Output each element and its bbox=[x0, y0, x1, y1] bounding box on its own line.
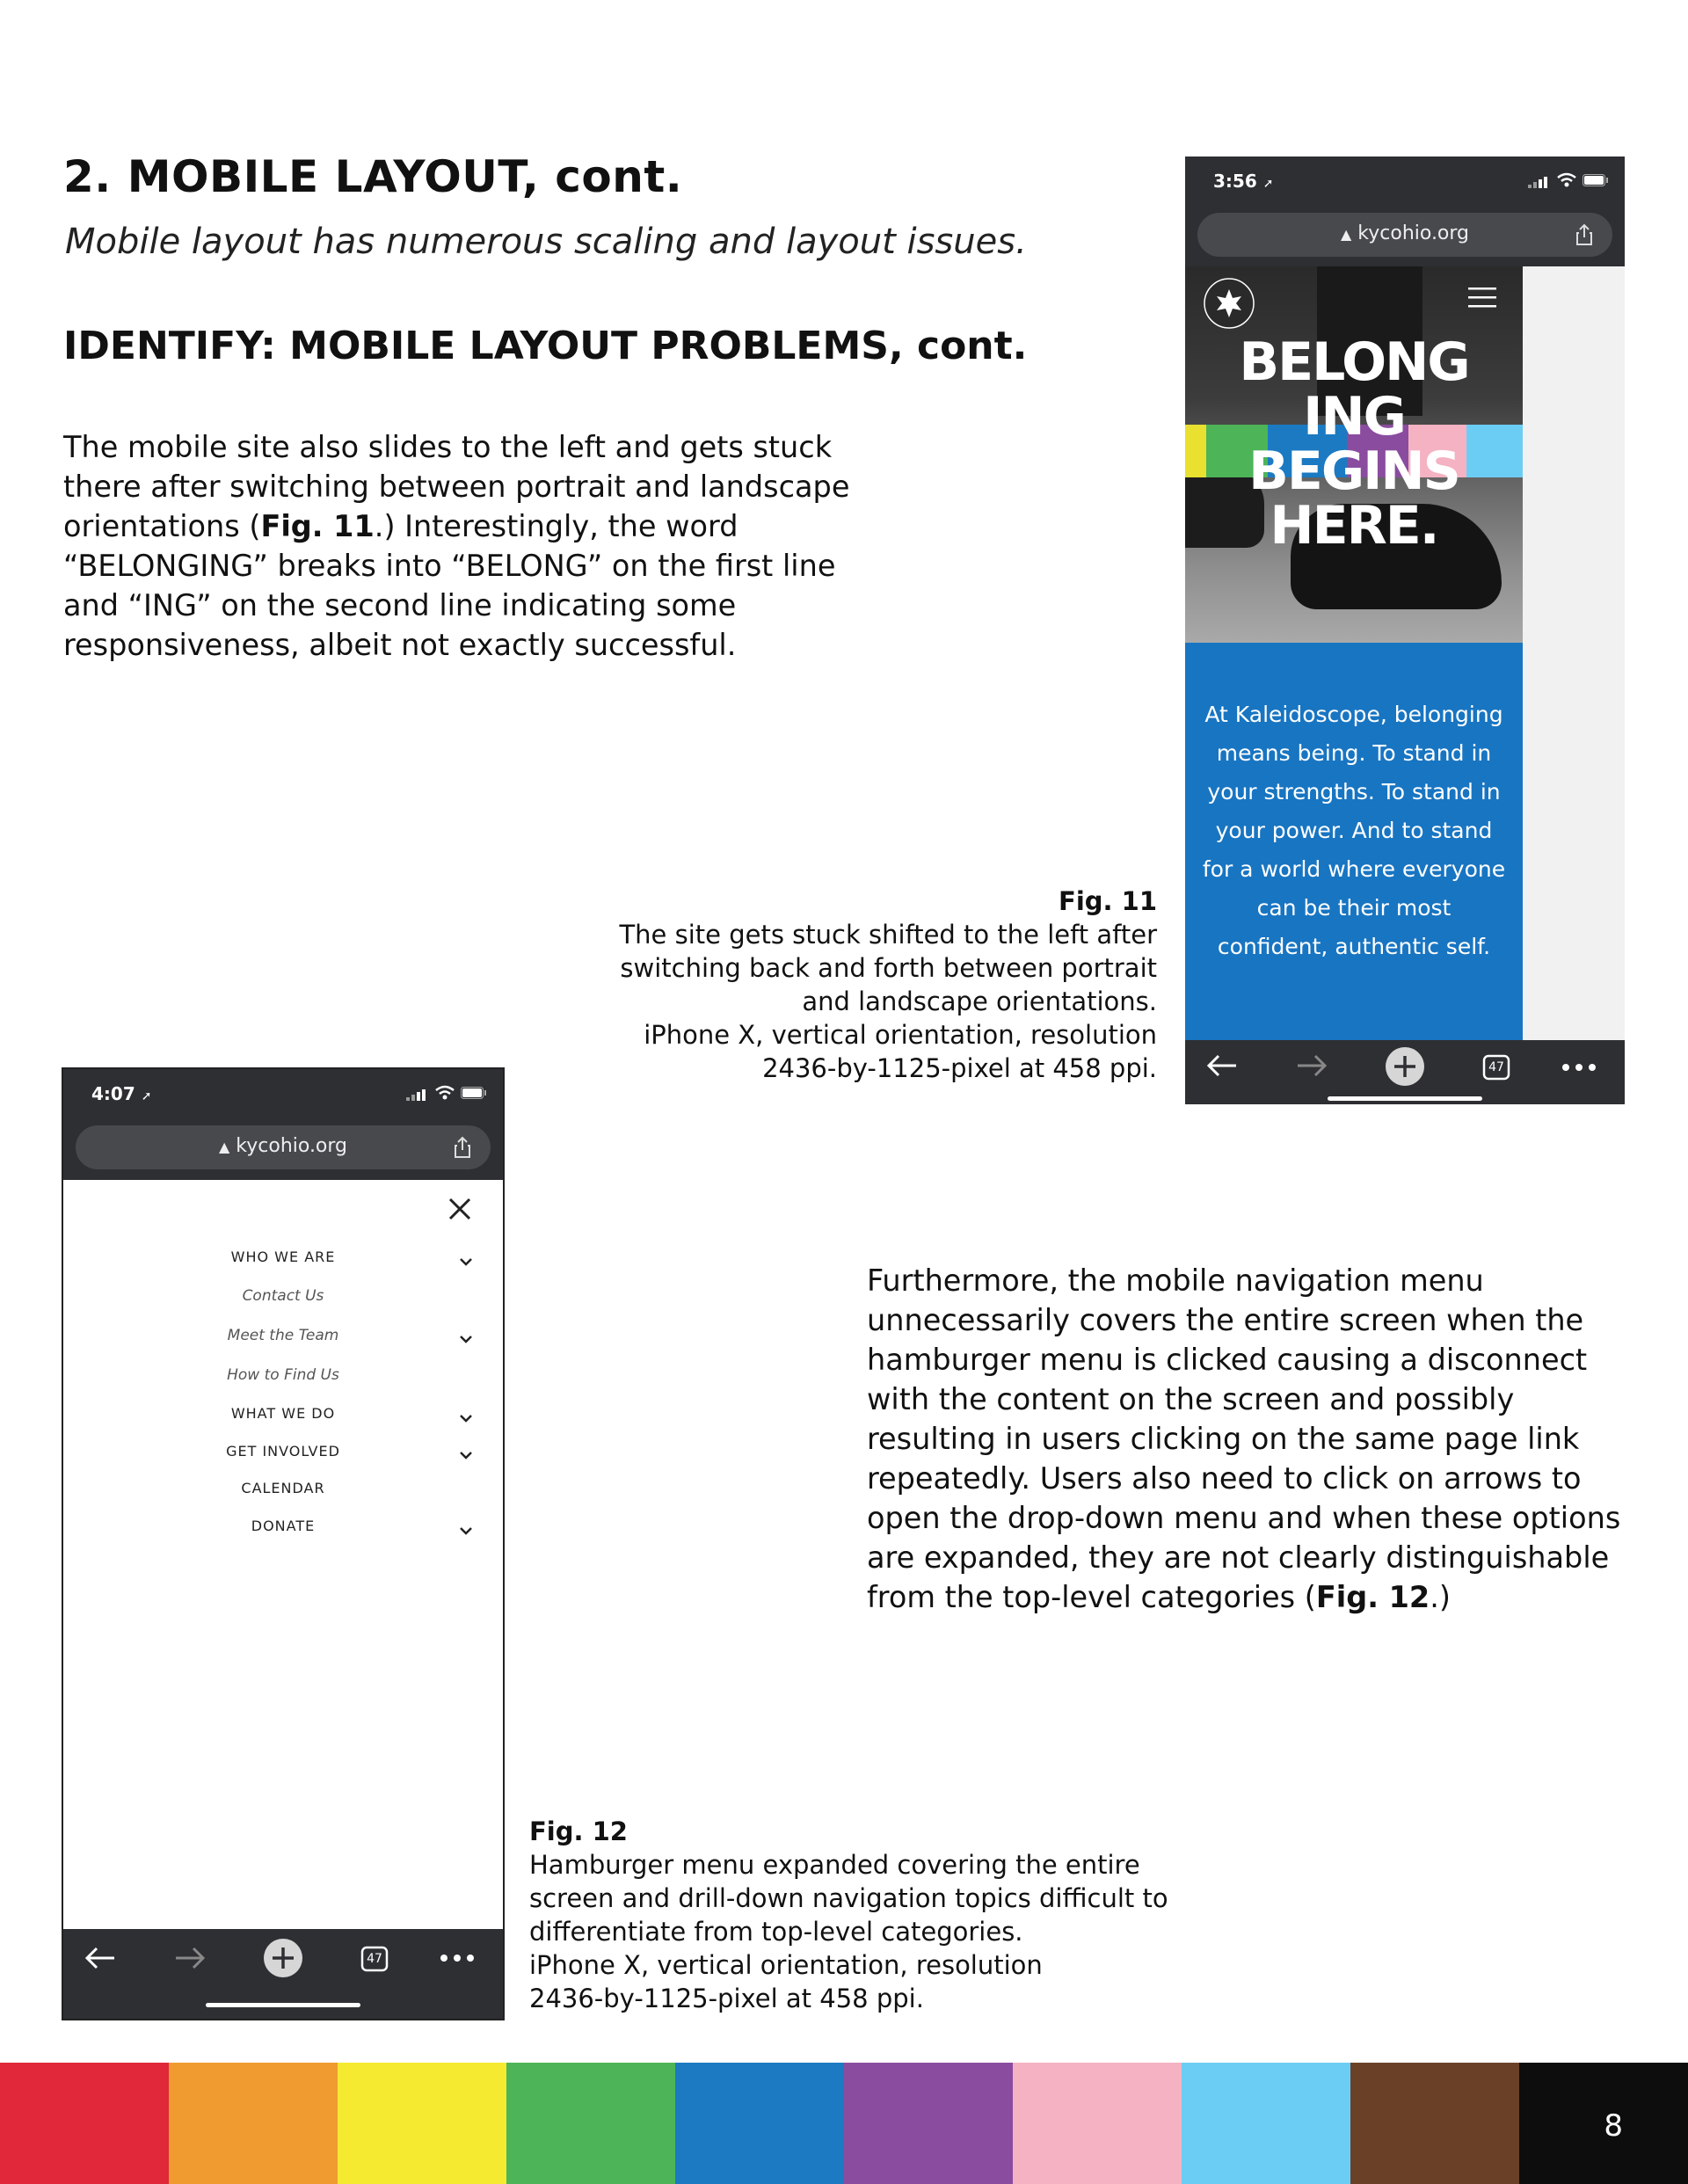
back-arrow-icon[interactable] bbox=[1206, 1052, 1238, 1079]
more-icon[interactable] bbox=[440, 1954, 475, 1962]
signal-icon bbox=[406, 1088, 429, 1101]
fig11-line3: and landscape orientations. bbox=[802, 986, 1157, 1016]
lock-icon: ▲ bbox=[1340, 226, 1352, 243]
address-text: ▲ kycohio.org bbox=[1340, 222, 1470, 244]
para1-text-b: .) Interestingly, the word “BELONGING” breaks into “BELONG” on the first line and “ING” on the second line indicating some responsiveness, albeit not exactly successful. bbox=[63, 509, 836, 662]
new-tab-plus-icon[interactable] bbox=[1384, 1045, 1426, 1088]
para2-fig-ref: Fig. 12 bbox=[1315, 1580, 1430, 1614]
footer-swatch bbox=[1350, 2063, 1519, 2184]
wifi-icon bbox=[1556, 172, 1577, 188]
footer-swatch bbox=[675, 2063, 844, 2184]
chevron-down-icon[interactable] bbox=[459, 1257, 473, 1266]
menu-calendar[interactable]: CALENDAR bbox=[241, 1480, 325, 1496]
page-number: 8 bbox=[1604, 2108, 1623, 2144]
more-icon[interactable] bbox=[1561, 1063, 1597, 1072]
menu-how-to-find-us[interactable]: How to Find Us bbox=[227, 1366, 339, 1384]
battery-icon bbox=[461, 1087, 487, 1099]
address-bar[interactable] bbox=[76, 1125, 491, 1169]
hero-headline bbox=[1185, 331, 1523, 557]
kaleidoscope-logo-icon bbox=[1203, 277, 1255, 330]
chevron-down-icon[interactable] bbox=[459, 1335, 473, 1343]
menu-donate[interactable]: DONATE bbox=[251, 1518, 316, 1534]
fig12-line3: differentiate from top-level categories. bbox=[529, 1917, 1023, 1947]
footer-swatch bbox=[338, 2063, 506, 2184]
footer-swatch bbox=[506, 2063, 675, 2184]
hero-image bbox=[1185, 266, 1523, 643]
rainbow-footer-bar bbox=[0, 2063, 1688, 2184]
status-time: 4:07 ➚ bbox=[91, 1083, 152, 1104]
tabs-count: 47 bbox=[1488, 1060, 1504, 1074]
menu-get-involved[interactable]: GET INVOLVED bbox=[226, 1443, 340, 1460]
section-heading: IDENTIFY: MOBILE LAYOUT PROBLEMS, cont. bbox=[63, 324, 1028, 368]
para2-text-a: Furthermore, the mobile navigation menu unnecessarily covers the entire screen when the hamburger menu is clicked causing a disconnect with the content on the screen and possibly resulting in users clicking on the same page link repeatedly. Users also need to click on arrows to open the drop-down menu and when these options are expanded, they are not clearly distinguishable from the top-level categories ( bbox=[867, 1263, 1621, 1614]
wifi-icon bbox=[434, 1085, 455, 1101]
hero-line-2: ING bbox=[1303, 386, 1405, 448]
fig11-line4: iPhone X, vertical orientation, resolution bbox=[644, 1020, 1157, 1050]
footer-swatch bbox=[169, 2063, 338, 2184]
footer-swatch bbox=[1182, 2063, 1350, 2184]
fig12-caption bbox=[529, 1815, 1197, 2015]
menu-what-we-do[interactable]: WHAT WE DO bbox=[230, 1405, 336, 1422]
footer-swatch bbox=[844, 2063, 1013, 2184]
para2-text-b: .) bbox=[1430, 1580, 1451, 1614]
close-menu-icon[interactable] bbox=[448, 1198, 471, 1220]
status-time: 3:56 ➚ bbox=[1213, 171, 1274, 192]
fig12-line5: 2436-by-1125-pixel at 458 ppi. bbox=[529, 1984, 924, 2013]
hero-line-1: BELONG bbox=[1239, 331, 1469, 393]
fig11-line5: 2436-by-1125-pixel at 458 ppi. bbox=[762, 1053, 1157, 1083]
address-text: ▲ kycohio.org bbox=[218, 1135, 348, 1157]
website-viewport bbox=[1185, 266, 1523, 1040]
para1-text-a: The mobile site also slides to the left and gets stuck there after switching between portrait and landscape orientations ( bbox=[63, 430, 850, 543]
menu-who-we-are[interactable]: WHO WE ARE bbox=[230, 1249, 336, 1265]
share-icon[interactable] bbox=[1575, 223, 1593, 246]
lock-icon: ▲ bbox=[218, 1139, 230, 1155]
about-text: At Kaleidoscope, belonging means being. To stand in your strengths. To stand in your power. And to stand for a world where everyone can be their most confident, authentic self. bbox=[1202, 702, 1506, 959]
new-tab-plus-icon[interactable] bbox=[262, 1937, 304, 1979]
home-indicator bbox=[1328, 1096, 1482, 1101]
forward-arrow-icon[interactable] bbox=[174, 1945, 206, 1971]
tabs-count: 47 bbox=[367, 1952, 382, 1966]
chevron-down-icon[interactable] bbox=[459, 1414, 473, 1423]
fig11-phone-screenshot bbox=[1185, 157, 1625, 1104]
para1-fig-ref: Fig. 11 bbox=[260, 509, 375, 543]
browser-toolbar bbox=[1185, 1040, 1625, 1104]
back-arrow-icon[interactable] bbox=[84, 1945, 116, 1971]
fig11-line2: switching back and forth between portrait bbox=[620, 953, 1157, 983]
fig12-phone-screenshot bbox=[62, 1067, 505, 2020]
hero-line-4: HERE. bbox=[1270, 495, 1438, 557]
chevron-down-icon[interactable] bbox=[459, 1451, 473, 1460]
footer-swatch bbox=[1013, 2063, 1182, 2184]
forward-arrow-icon[interactable] bbox=[1296, 1052, 1328, 1079]
home-indicator bbox=[206, 2003, 360, 2007]
fig12-line1: Hamburger menu expanded covering the entire bbox=[529, 1850, 1140, 1880]
page-subheading: Mobile layout has numerous scaling and layout issues. bbox=[65, 222, 1027, 262]
fig11-caption bbox=[563, 885, 1157, 1085]
fig12-label: Fig. 12 bbox=[529, 1816, 628, 1846]
menu-meet-the-team[interactable]: Meet the Team bbox=[227, 1327, 339, 1344]
chevron-down-icon[interactable] bbox=[459, 1526, 473, 1535]
status-bar bbox=[1185, 157, 1625, 206]
page-heading: 2. MOBILE LAYOUT, cont. bbox=[63, 151, 683, 202]
address-bar[interactable] bbox=[1197, 213, 1612, 257]
menu-contact-us[interactable]: Contact Us bbox=[242, 1287, 324, 1305]
hero-line-3: BEGINS bbox=[1248, 440, 1459, 502]
browser-toolbar bbox=[63, 1929, 503, 2019]
paragraph-orientation-issue bbox=[63, 427, 855, 665]
battery-icon bbox=[1582, 174, 1609, 186]
status-and-address bbox=[63, 1069, 503, 1180]
paragraph-navigation-issue bbox=[867, 1261, 1641, 1617]
footer-swatch bbox=[0, 2063, 169, 2184]
hamburger-menu-icon[interactable] bbox=[1468, 286, 1496, 309]
signal-icon bbox=[1528, 176, 1551, 188]
share-icon[interactable] bbox=[454, 1136, 471, 1159]
fig11-line1: The site gets stuck shifted to the left after bbox=[619, 920, 1157, 950]
fig11-label: Fig. 11 bbox=[1059, 886, 1157, 916]
fig12-line2: screen and drill-down navigation topics difficult to bbox=[529, 1883, 1168, 1913]
fig12-line4: iPhone X, vertical orientation, resolution bbox=[529, 1950, 1043, 1980]
empty-shifted-area bbox=[1523, 266, 1625, 1040]
